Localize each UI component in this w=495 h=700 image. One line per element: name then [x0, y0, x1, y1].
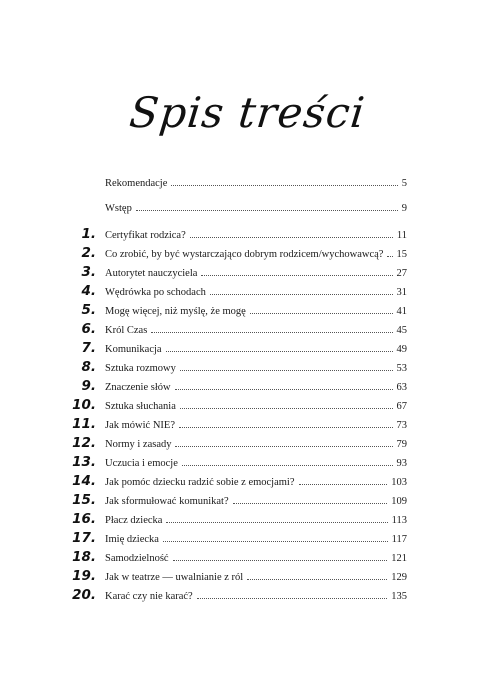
toc-entry-chapter-19[interactable] — [105, 568, 407, 584]
dot-leader — [179, 416, 393, 428]
toc-entry-page: 31 — [396, 287, 407, 298]
toc-entry-label: Imię dziecka — [105, 534, 159, 545]
toc-entry-page: 73 — [396, 420, 407, 431]
dot-leader — [180, 359, 393, 371]
toc-entry-page: 135 — [391, 591, 407, 602]
toc-entry-label: Sztuka rozmowy — [105, 363, 176, 374]
toc-entry-page: 9 — [401, 203, 407, 214]
toc-entry-page: 53 — [396, 363, 407, 374]
toc-entry-page: 11 — [396, 230, 407, 241]
toc-entry-chapter-9[interactable] — [105, 378, 407, 394]
toc-entry-chapter-5[interactable] — [105, 302, 407, 318]
chapter-number: 2. — [81, 245, 96, 261]
toc-entry-label: Jak pomóc dziecku radzić sobie z emocjami? — [105, 477, 295, 488]
toc-entry-chapter-10[interactable] — [105, 397, 407, 413]
toc-entry-page: 41 — [396, 306, 407, 317]
toc-entry-label: Rekomendacje — [105, 178, 168, 189]
chapter-number: 18. — [72, 549, 96, 565]
chapter-number: 12. — [72, 435, 96, 451]
dot-leader — [197, 587, 388, 599]
toc-entry-page: 15 — [396, 249, 407, 260]
toc-entry-page: 113 — [391, 515, 407, 526]
toc-entry-chapter-15[interactable] — [105, 492, 407, 508]
toc-entry-chapter-8[interactable] — [105, 359, 407, 375]
toc-entry-chapter-12[interactable] — [105, 435, 407, 451]
dot-leader — [182, 454, 393, 466]
toc-entry-rekomendacje[interactable] — [105, 174, 407, 190]
toc-entry-page: 109 — [391, 496, 407, 507]
chapter-number: 9. — [81, 378, 96, 394]
toc-entry-label: Co zrobić, by być wystarczająco dobrym rodzicem/wychowawcą? — [105, 249, 384, 260]
toc-entry-chapter-4[interactable] — [105, 283, 407, 299]
toc-entry-chapter-18[interactable] — [105, 549, 407, 565]
dot-leader — [166, 340, 393, 352]
toc-entry-label: Król Czas — [105, 325, 148, 336]
toc-entry-wstep[interactable] — [105, 199, 407, 215]
toc-entry-chapter-3[interactable] — [105, 264, 407, 280]
dot-leader — [201, 264, 392, 276]
dot-leader — [175, 435, 392, 447]
page-title: Spis treści — [127, 88, 368, 137]
toc-entry-page: 79 — [396, 439, 407, 450]
toc-entry-label: Wstęp — [105, 203, 132, 214]
dot-leader — [166, 511, 387, 523]
chapter-number: 8. — [81, 359, 96, 375]
chapter-number: 6. — [81, 321, 96, 337]
toc-entry-label: Mogę więcej, niż myślę, że mogę — [105, 306, 246, 317]
chapter-number: 7. — [81, 340, 96, 356]
toc-entry-page: 5 — [401, 178, 407, 189]
toc-entry-page: 129 — [391, 572, 407, 583]
toc-entry-chapter-1[interactable] — [105, 226, 407, 242]
chapter-number: 16. — [72, 511, 96, 527]
chapter-number: 15. — [72, 492, 96, 508]
chapter-number: 1. — [81, 226, 96, 242]
toc-entry-page: 67 — [396, 401, 407, 412]
toc-entry-label: Uczucia i emocje — [105, 458, 178, 469]
toc-entry-page: 45 — [396, 325, 407, 336]
toc-entry-page: 103 — [391, 477, 407, 488]
dot-leader — [233, 492, 388, 504]
toc-entry-label: Karać czy nie karać? — [105, 591, 193, 602]
chapter-number: 19. — [72, 568, 96, 584]
dot-leader — [247, 568, 387, 580]
chapter-number: 4. — [81, 283, 96, 299]
toc-entry-label: Jak w teatrze — uwalnianie z ról — [105, 572, 244, 583]
dot-leader — [171, 174, 397, 186]
toc-entry-chapter-2[interactable] — [105, 245, 407, 261]
dot-leader — [163, 530, 388, 542]
dot-leader — [387, 245, 392, 257]
toc-entry-page: 93 — [396, 458, 407, 469]
toc-entry-label: Jak mówić NIE? — [105, 420, 175, 431]
dot-leader — [299, 473, 388, 485]
dot-leader — [210, 283, 393, 295]
toc-entry-label: Normy i zasady — [105, 439, 172, 450]
dot-leader — [173, 549, 388, 561]
chapter-number: 10. — [72, 397, 96, 413]
toc-entry-label: Jak sformułować komunikat? — [105, 496, 229, 507]
toc-entry-chapter-7[interactable] — [105, 340, 407, 356]
chapter-number: 5. — [81, 302, 96, 318]
toc-entry-chapter-20[interactable] — [105, 587, 407, 603]
toc-entry-label: Znaczenie słów — [105, 382, 171, 393]
toc-entry-chapter-14[interactable] — [105, 473, 407, 489]
toc-entry-label: Wędrówka po schodach — [105, 287, 206, 298]
dot-leader — [250, 302, 393, 314]
dot-leader — [136, 199, 398, 211]
dot-leader — [190, 226, 393, 238]
dot-leader — [180, 397, 393, 409]
toc-entry-label: Autorytet nauczyciela — [105, 268, 198, 279]
toc-entry-label: Komunikacja — [105, 344, 162, 355]
toc-entry-chapter-6[interactable] — [105, 321, 407, 337]
toc-entry-label: Certyfikat rodzica? — [105, 230, 186, 241]
dot-leader — [151, 321, 392, 333]
toc-entry-label: Płacz dziecka — [105, 515, 163, 526]
toc-entry-label: Sztuka słuchania — [105, 401, 176, 412]
toc-entry-page: 63 — [396, 382, 407, 393]
dot-leader — [175, 378, 393, 390]
chapter-number: 17. — [72, 530, 96, 546]
chapter-number: 14. — [72, 473, 96, 489]
chapter-number: 3. — [81, 264, 96, 280]
toc-entry-page: 121 — [391, 553, 407, 564]
toc-entry-page: 117 — [391, 534, 407, 545]
toc-entry-chapter-11[interactable] — [105, 416, 407, 432]
toc-entry-page: 27 — [396, 268, 407, 279]
toc-entry-page: 49 — [396, 344, 407, 355]
chapter-number: 20. — [72, 587, 96, 603]
toc-entry-chapter-13[interactable] — [105, 454, 407, 470]
chapter-number: 13. — [72, 454, 96, 470]
toc-entry-chapter-16[interactable] — [105, 511, 407, 527]
toc-entry-label: Samodzielność — [105, 553, 169, 564]
chapter-number: 11. — [72, 416, 96, 432]
toc-entry-chapter-17[interactable] — [105, 530, 407, 546]
